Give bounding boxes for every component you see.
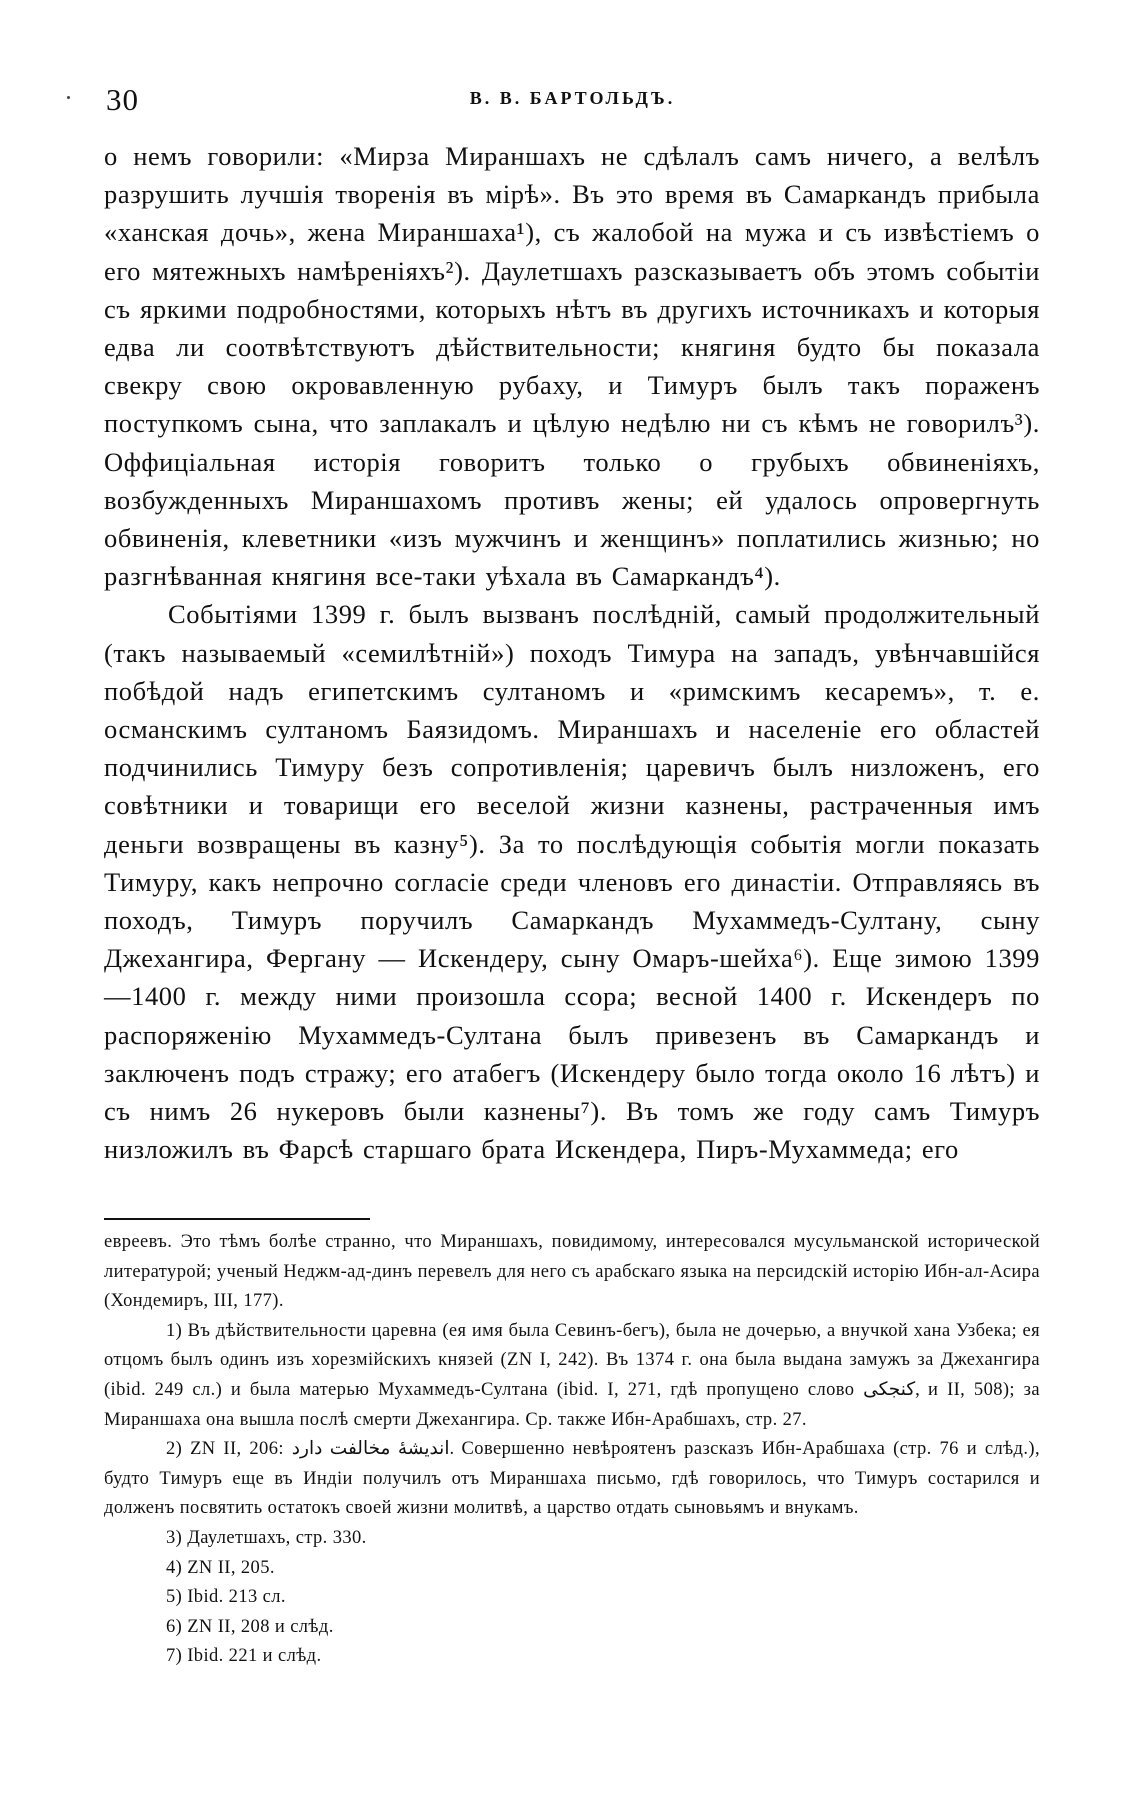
footnote-4: 4) ZN II, 205. [166,1557,275,1578]
footnote-5: 5) Ibid. 213 сл. [166,1587,286,1608]
footnote-7: 7) Ibid. 221 и слѣд. [166,1646,322,1667]
footnote-1: 1) Въ дѣйствительности царевна (ея имя была Севинъ-бегъ), была не дочерью, а внучкой хана Узбека; ея отцомъ былъ одинъ изъ хорезмійскихъ князей (ZN I, 242). Въ 1374 г. она была выдана замужъ за Джехангира (ibid. 249 сл.) и была матерью Мухаммедъ-Султана (ibid. I, 271, гдѣ пропущено слово كنجكى, и II, 508); за Мираншаха она вышла послѣ смерти Джехангира. Ср. также Ибн-Арабшахъ, стр. 27. [104,1320,1040,1430]
footnote-divider [104,1218,370,1220]
running-head [100,82,1045,122]
main-text [104,137,1040,1168]
running-title: В. В. БАРТОЛЬДЪ. [469,88,676,108]
footnote-continuation: евреевъ. Это тѣмъ болѣе странно, что Мираншахъ, повидимому, интересовался мусульманской исторической литературой; ученый Неджм-ад-динъ перевелъ для него съ арабскаго языка на персидскій исторію Ибн-ал-Асира (Хондемиръ, III, 177). [104,1232,1040,1312]
footnotes [104,1228,1040,1672]
paragraph-2: Событіями 1399 г. былъ вызванъ послѣдній, самый продолжительный (такъ называемый «семилѣтній») походъ Тимура на западъ, увѣнчавшійся побѣдой надъ египетскимъ султаномъ и «римскимъ кесаремъ», т. е. османскимъ султаномъ Баязидомъ. Мираншахъ и населеніе его областей подчинились Тимуру безъ сопротивленія; царевичъ былъ низложенъ, его совѣтники и товарищи его веселой жизни казнены, растраченныя имъ деньги возвращены въ казну⁵). За то послѣдующія событія могли показать Тимуру, какъ непрочно согласіе среди членовъ его династіи. Отправляясь въ походъ, Тимуръ поручилъ Самаркандъ Мухаммедъ-Султану, сыну Джехангира, Фергану — Искендеру, сыну Омаръ-шейха⁶). Еще зимою 1399—1400 г. между ними произошла ссора; весной 1400 г. Искендеръ по распоряженію Мухаммедъ-Султана былъ привезенъ въ Самаркандъ и заключенъ подъ стражу; его атабегъ (Искендеру было тогда около 16 лѣтъ) и съ нимъ 26 нукеровъ были казнены⁷). Въ томъ же году самъ Тимуръ низложилъ въ Фарсѣ старшаго брата Искендера, Пиръ-Мухаммеда; его [104,599,1040,1165]
page-number: 30 [106,82,139,117]
margin-mark [67,96,70,99]
footnote-3: 3) Даулетшахъ, стр. 330. [166,1527,367,1548]
footnote-2: 2) ZN II, 206: اندیشۀ مخالفت دارد. Совершенно невѣроятенъ разсказъ Ибн-Арабшаха (стр. 76 и слѣд.), будто Тимуръ еще въ Индіи получилъ отъ Мираншаха письмо, гдѣ говорилось, что Тимуръ состарился и долженъ посвятить остатокъ своей жизни молитвѣ, а царство отдать сыновьямъ и внукамъ. [104,1439,1040,1519]
paragraph-1: о немъ говорили: «Мирза Мираншахъ не сдѣлалъ самъ ничего, а велѣлъ разрушить лучшія творенія въ мірѣ». Въ это время въ Самаркандъ прибыла «ханская дочь», жена Мираншаха¹), съ жалобой на мужа и съ извѣстіемъ о его мятежныхъ намѣреніяхъ²). Даулетшахъ разсказываетъ объ этомъ событіи съ яркими подробностями, которыхъ нѣтъ въ другихъ источникахъ и которыя едва ли соотвѣтствуютъ дѣйствительности; княгиня будто бы показала свекру свою окровавленную рубаху, и Тимуръ былъ такъ пораженъ поступкомъ сына, что заплакалъ и цѣлую недѣлю ни съ кѣмъ не говорилъ³). Оффиціальная исторія говоритъ только о грубыхъ обвиненіяхъ, возбужденныхъ Мираншахомъ противъ жены; ей удалось опровергнуть обвиненія, клеветники «изъ мужчинъ и женщинъ» поплатились жизнью; но разгнѣванная княгиня все-таки уѣхала въ Самаркандъ⁴). [104,141,1040,592]
footnote-6: 6) ZN II, 208 и слѣд. [166,1616,334,1637]
